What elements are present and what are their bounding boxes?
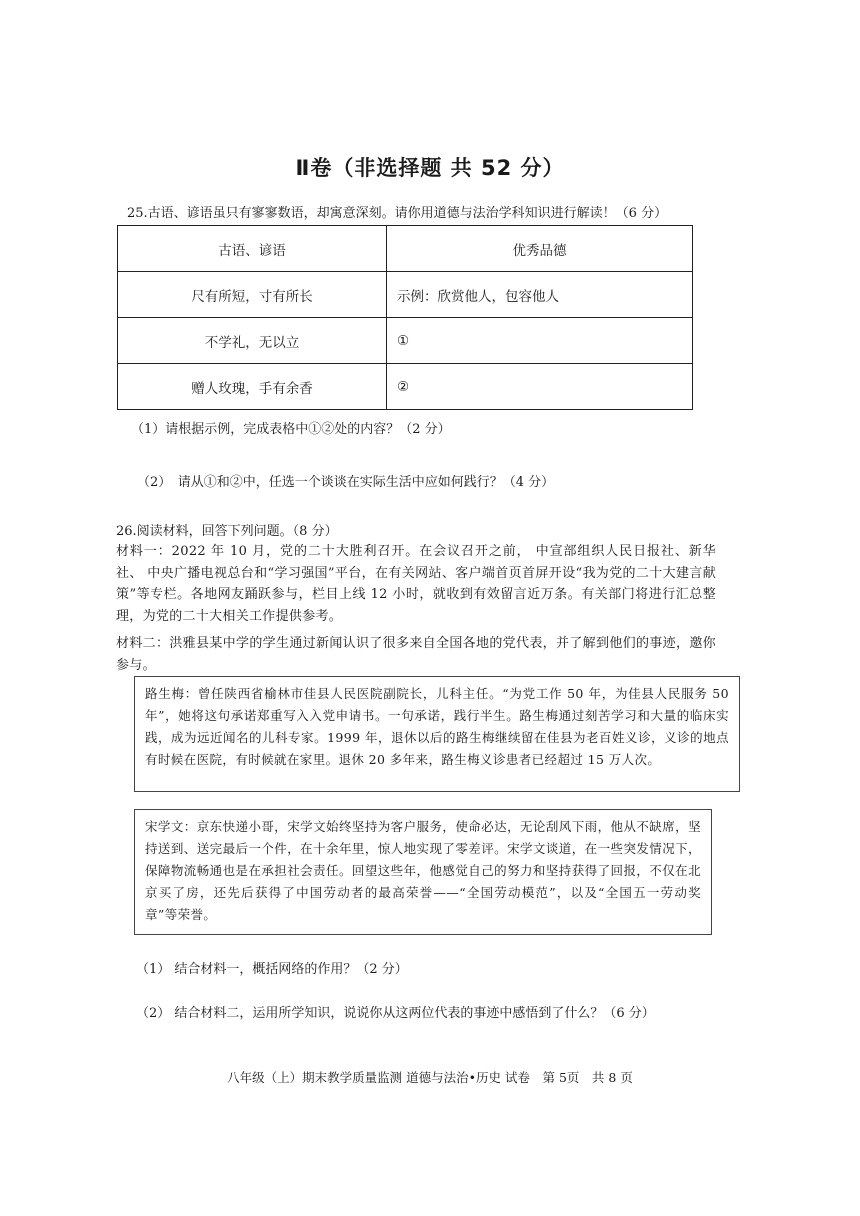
table-header-virtue: 优秀品德 (387, 226, 693, 272)
proverb-table (117, 225, 693, 410)
delegate-box-lu-shengmei: 路生梅：曾任陕西省榆林市佳县人民医院副院长，儿科主任。“为党工作 50 年，为佳县人民服务 50 年”，她将这句承诺郑重写入入党申请书。一句承诺，践行半生。路生梅通过刻苦学习和大量的临床实践，成为远近闻名的儿科专家。1999 年，退休以后的路生梅继续留在佳县为老百姓义诊，义诊的地点有时候在医院，有时候就在家里。退休 20 多年来，路生梅义诊患者已经超过 15 万人次。 (134, 676, 740, 792)
table-row (118, 272, 693, 318)
table-header-row (118, 226, 693, 272)
question-26-sub2: （2） 结合材料二，运用所学知识，说说你从这两位代表的事迹中感悟到了什么？（6 分） (136, 1006, 655, 1021)
table-cell-proverb: 不学礼，无以立 (118, 318, 387, 364)
material-one: 材料一：2022 年 10 月，党的二十大胜利召开。在会议召开之前， 中宣部组织人民日报社、新华社、 中央广播电视总台和“学习强国”平台，在有关网站、客户端首页首屏开设“我为党的二十大建言献策”等专栏。各地网友踊跃参与，栏目上线 12 小时，就收到有效留言近万条。有关部门将进行汇总整理，为党的二十大相关工作提供参考。 (116, 544, 716, 624)
table-header-proverb: 古语、谚语 (118, 226, 387, 272)
question-25-sub1: （1）请根据示例，完成表格中①②处的内容？（2 分） (131, 422, 451, 437)
table-row (118, 318, 693, 364)
question-25-sub2: （2） 请从①和②中，任选一个谈谈在实际生活中应如何践行？（4 分） (137, 475, 555, 490)
question-26-sub1: （1） 结合材料一，概括网络的作用？（2 分） (136, 962, 408, 977)
delegate-box-song-xuewen: 宋学文：京东快递小哥，宋学文始终坚持为客户服务，使命必达，无论刮风下雨，他从不缺席，坚持送到、送完最后一个件，在十余年里，惊人地实现了零差评。宋学文谈道，在一些突发情况下，保障物流畅通也是在承担社会责任。回望这些年，他感觉自己的努力和坚持获得了回报，不仅在北京买了房，还先后获得了中国劳动者的最高荣誉——“全国劳动模范”，以及“全国五一劳动奖章”等荣誉。 (134, 809, 712, 935)
page-footer: 八年级（上）期末教学质量监测 道德与法治•历史 试卷 第 5页 共 8 页 (227, 1070, 633, 1085)
table-cell-virtue: 示例：欣赏他人，包容他人 (387, 272, 693, 318)
table-cell-virtue: ① (387, 318, 693, 364)
section-title: Ⅱ卷（非选择题 共 52 分） (295, 156, 565, 180)
table-cell-proverb: 尺有所短，寸有所长 (118, 272, 387, 318)
table-cell-proverb: 赠人玫瑰，手有余香 (118, 364, 387, 410)
question-26-prompt: 26.阅读材料，回答下列问题。（8 分） (116, 524, 338, 539)
table-cell-virtue: ② (387, 364, 693, 410)
question-25-prompt: 25.古语、谚语虽只有寥寥数语，却寓意深刻。请你用道德与法治学科知识进行解读！（6 分） (127, 206, 668, 221)
table-row (118, 364, 693, 410)
material-two: 材料二：洪雅县某中学的学生通过新闻认识了很多来自全国各地的党代表，并了解到他们的事迹，邀你参与。 (116, 636, 716, 673)
